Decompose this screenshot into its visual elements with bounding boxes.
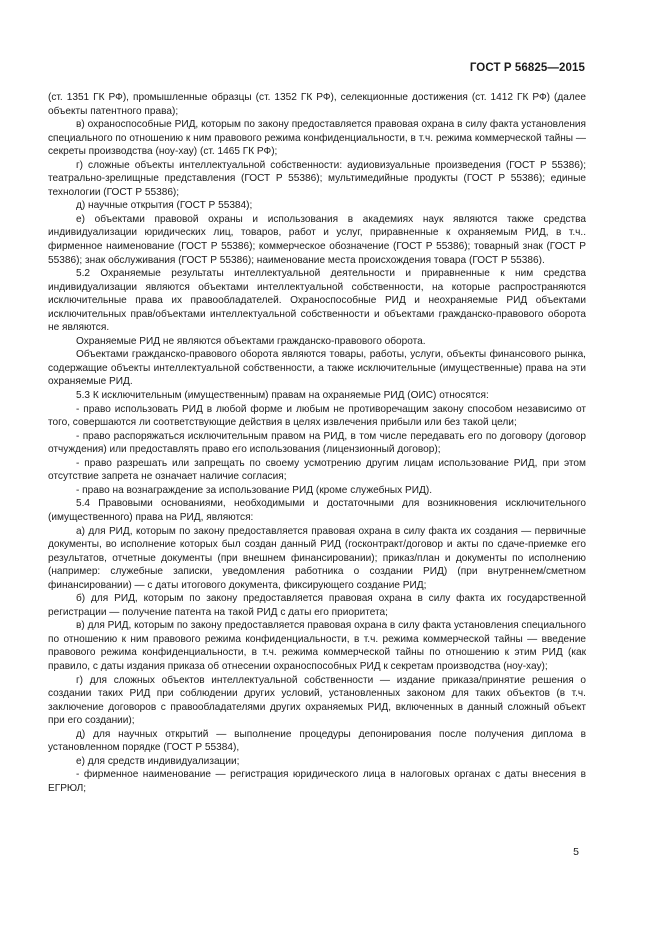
paragraph: - право на вознаграждение за использование РИД (кроме служебных РИД). [76, 484, 433, 496]
paragraph: в) для РИД, которым по закону предоставляется правовая охрана в силу факта установления специального по отношению к ним правового режима конфиденциальности, в т.ч. режима коммерческой тайны — введение правового режима конфиденциальности, в т.ч. режима коммерческой тайны по отношению к этим РИД (как правило, с даты издания приказа об отнесении охраноспособных РИД к секретам производства (ноу-хау); [48, 620, 586, 672]
document-body [48, 91, 586, 795]
paragraph: е) объектами правовой охраны и использования в академиях наук являются также средства индивидуализации юридических лиц, товаров, работ и услуг, приравненные к охраняемым РИД, в т.ч.. фирменное наименование (ГОСТ Р 55386); коммерческое обозначение (ГОСТ Р 55386); товарный знак (ГОСТ Р 55386); знак обслуживания (ГОСТ Р 55386); наименование места происхождения товара (ГОСТ Р 55386). [48, 213, 586, 266]
paragraph: 5.3 К исключительным (имущественным) правам на охраняемые РИД (ОИС) относятся: [76, 390, 489, 402]
paragraph: (ст. 1351 ГК РФ), промышленные образцы (ст. 1352 ГК РФ), селекционные достижения (ст. 1412 ГК РФ) (далее объекты патентного права); [48, 92, 586, 117]
paragraph: а) для РИД, которым по закону предоставляется правовая охрана в силу факта их создания — первичные документы, во исполнение которых был создан данный РИД (госконтракт/договор и акты по сдаче-приемке его результатов, отчетные документы (при внешнем финансировании); приказ/план и документы по исполнению (например: служебные записки, уведомления работника о создании РИД) (при внутреннем/сметном финансировании) — с даты итогового документа, фиксирующего создание РИД; [48, 525, 586, 591]
paragraph: г) сложные объекты интеллектуальной собственности: аудиовизуальные произведения (ГОСТ Р 55386); театрально-зрелищные представления (ГОСТ Р 55386); мультимедийные продукты (ГОСТ Р 55386); единые технологии (ГОСТ Р 55386); [48, 159, 586, 198]
paragraph: 5.4 Правовыми основаниями, необходимыми и достаточными для возникновения исключительного (имущественного) права на РИД, являются: [48, 498, 586, 523]
paragraph: 5.2 Охраняемые результаты интеллектуальной деятельности и приравненные к ним средства индивидуализации являются объектами интеллектуальной собственности, на которые распространяются исключительные права их правообладателей. Охраноспособные РИД и неохраняемые РИД объектами исключительных прав/объектами интеллектуальной собственности и объектами гражданско-правового оборота не являются. [48, 268, 586, 334]
paragraph: г) для сложных объектов интеллектуальной собственности — издание приказа/принятие решения о создании таких РИД при соблюдении других условий, установленных законом для таких объектов (в т.ч. заключение договоров с правообладателями других охраняемых РИД, включенных в данный сложный объект при его создании); [48, 674, 586, 727]
paragraph: б) для РИД, которым по закону предоставляется правовая охрана в силу факта их государственной регистрации — получение патента на такой РИД с даты его приоритета; [48, 593, 586, 618]
standard-header: ГОСТ Р 56825—2015 [469, 62, 585, 74]
page-number: 5 [573, 846, 579, 858]
paragraph: д) для научных открытий — выполнение процедуры депонирования после получения диплома в установленном порядке (ГОСТ Р 55384), [48, 728, 586, 754]
paragraph: - право использовать РИД в любой форме и любым не противоречащим закону способом независимо от того, совершаются ли соответствующие действия в целях извлечения прибыли или без такой цели; [48, 403, 586, 429]
paragraph: д) научные открытия (ГОСТ Р 55384); [76, 200, 253, 212]
paragraph: е) для средств индивидуализации; [76, 755, 240, 767]
paragraph: Объектами гражданско-правового оборота являются товары, работы, услуги, объекты финансового рынка, содержащие объекты интеллектуальной собственности, а также исключительные (имущественные) права на эти охраняемые РИД. [48, 349, 586, 388]
paragraph: в) охраноспособные РИД, которым по закону предоставляется правовая охрана в силу факта установления специального по отношению к ним правового режима конфиденциальности, в т.ч. режима коммерческой тайны — секреты производства (ноу-хау) (ст. 1465 ГК РФ); [48, 119, 586, 158]
paragraph: Охраняемые РИД не являются объектами гражданско-правового оборота. [76, 335, 426, 347]
paragraph: - право разрешать или запрещать по своему усмотрению другим лицам использование РИД, при этом отсутствие запрета не означает наличие согласия; [48, 457, 586, 483]
paragraph: - право распоряжаться исключительным правом на РИД, в том числе передавать его по договору (договор отчуждения) или предоставлять право его использования (лицензионный договор); [48, 430, 586, 456]
paragraph: - фирменное наименование — регистрация юридического лица в налоговых органах с даты внесения в ЕГРЮЛ; [48, 769, 586, 794]
